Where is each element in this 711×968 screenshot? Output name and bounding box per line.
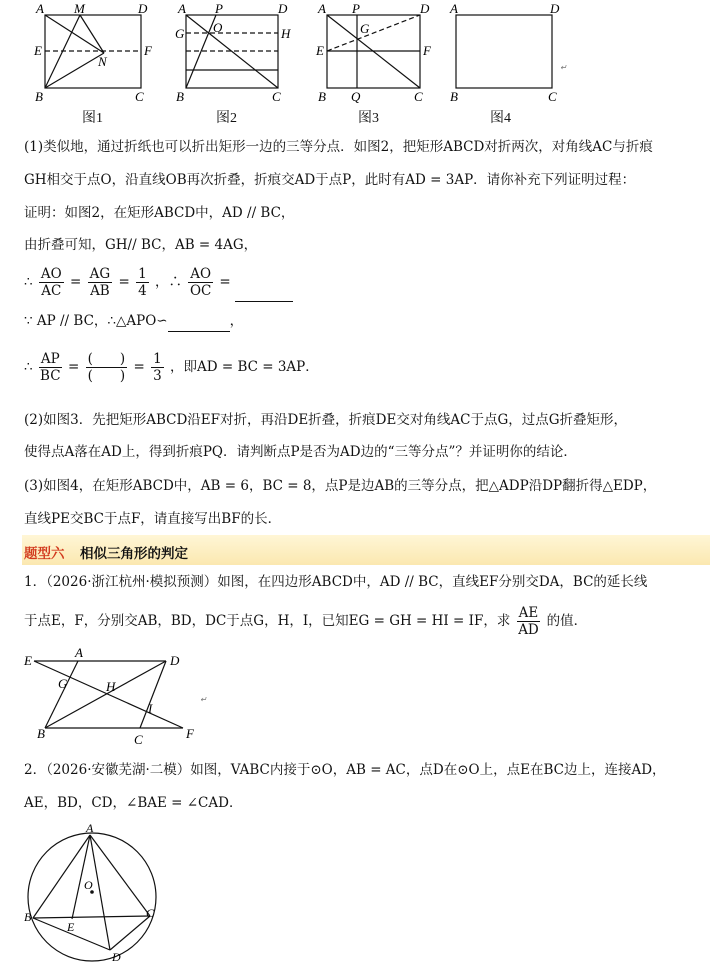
p1-label-H: H	[106, 679, 116, 694]
fig1-label-C: C	[135, 89, 144, 104]
frac-one-three: $\frac{1}{3}$	[153, 351, 162, 384]
section-banner	[22, 535, 710, 565]
answer-blank-1[interactable]	[235, 263, 293, 302]
q1-line6: ∵ AP // BC，∴△APO∽ ，	[24, 311, 243, 332]
fig2-label-H: H	[281, 26, 291, 41]
frac-ao-ac: $\frac{AO}{AC}$	[40, 266, 62, 299]
fig2-label-D: D	[278, 1, 288, 16]
q1-fraction-line2: ∴ $\frac{AP}{BC}$ = $\frac{( )}{( )}$ = $\frac{1}{3}$ ，即AD = BC = 3AP．	[24, 351, 319, 384]
fig1-label-N: N	[98, 54, 107, 69]
p1-label-D: D	[170, 653, 180, 668]
fig2-label-A: A	[178, 1, 186, 16]
fig1-label-D: D	[138, 1, 148, 16]
p1-line1: 1．（2026·浙江杭州·模拟预测）如图，在四边形ABCD中，AD // BC，直线EF分别交DA，BC的延长线	[24, 574, 648, 590]
fig4-label-A: A	[450, 1, 458, 16]
q2-line2: 使得点A落在AD上，得到折痕PQ．请判断点P是否为AD边的“三等分点”？并证明你的结论．	[24, 444, 577, 460]
frac-ae-ad: $\frac{AE}{AD}$	[518, 605, 539, 638]
fig2-label-P: P	[215, 1, 223, 16]
p1-label-F: F	[186, 726, 194, 741]
p1-figure	[0, 640, 240, 750]
fig2-caption: 图2	[216, 111, 237, 126]
fig1-label-E: E	[34, 43, 42, 58]
q1-line2: GH相交于点O，沿直线OB再次折叠，折痕交AD于点P，此时有AD = 3AP．请你补充下列证明过程：	[24, 172, 636, 188]
fig3-label-Q: Q	[351, 89, 361, 104]
p1-label-C: C	[134, 732, 143, 747]
fig3-label-P: P	[352, 1, 360, 16]
fig1-label-F: F	[144, 43, 152, 58]
fig3-label-E: E	[316, 43, 324, 58]
q3-line2: 直线PE交BC于点F，请直接写出BF的长．	[24, 511, 282, 527]
frac-ag-ab: $\frac{AG}{AB}$	[89, 266, 111, 299]
fig3-caption: 图3	[358, 111, 379, 126]
p2-label-A: A	[86, 821, 94, 835]
frac-ao-oc: $\frac{AO}{OC}$	[189, 266, 212, 299]
p2-label-C: C	[146, 906, 155, 920]
fig3-label-A: A	[318, 1, 326, 16]
frac-parens[interactable]: $\frac{( )}{( )}$	[87, 351, 126, 384]
section-prefix: 题型六	[24, 546, 65, 562]
figures-row	[0, 0, 711, 128]
fig1-label-M: M	[74, 1, 85, 16]
p2-label-B: B	[24, 910, 32, 924]
frac-one-four: $\frac{1}{4}$	[138, 266, 147, 299]
fig3-label-G: G	[360, 21, 370, 36]
p2-label-D: D	[112, 950, 121, 964]
q2-line1: (2)如图3．先把矩形ABCD沿EF对折，再沿DE折叠，折痕DE交对角线AC于点G，过点G折叠矩形，	[24, 412, 628, 428]
p2-label-O: O	[84, 878, 93, 892]
fig4-label-C: C	[548, 89, 557, 104]
fig1-label-B: B	[35, 89, 43, 104]
fig4-label-D: D	[550, 1, 560, 16]
fig3-label-D: D	[420, 1, 430, 16]
fig1-label-A: A	[36, 1, 44, 16]
fig4-label-B: B	[450, 89, 458, 104]
frac-ap-bc: $\frac{AP}{BC}$	[40, 351, 61, 384]
fig2-label-O: O	[213, 20, 223, 35]
q3-line1: (3)如图4，在矩形ABCD中，AB = 6，BC = 8，点P是边AB的三等分点，把△ADP沿DP翻折得△EDP，	[24, 478, 657, 494]
answer-blank-2[interactable]	[168, 311, 230, 332]
p1-label-E: E	[24, 653, 32, 668]
section-title: 相似三角形的判定	[80, 546, 188, 562]
fig4-caption: 图4	[490, 111, 511, 126]
fig2-label-G: G	[175, 26, 185, 41]
p2-line1: 2．（2026·安徽芜湖·二模）如图，VABC内接于⊙O，AB = AC，点D在⊙O上，点E在BC边上，连接AD，	[24, 762, 666, 778]
p1-label-A: A	[75, 645, 83, 660]
p1-label-G: G	[58, 676, 68, 691]
p2-figure	[0, 820, 200, 968]
fig2-label-C: C	[272, 89, 281, 104]
fig1-caption: 图1	[82, 111, 103, 126]
fig3-label-B: B	[318, 89, 326, 104]
p2-label-E: E	[67, 920, 75, 934]
q1-fraction-line1: ∴ $\frac{AO}{AC}$ = $\frac{AG}{AB}$ = $\frac{1}{4}$ ，∴ $\frac{AO}{OC}$ =	[24, 263, 293, 302]
q1-line4: 由折叠可知，GH// BC，AB = 4AG，	[24, 237, 258, 253]
p2-line2: AE，BD，CD，∠BAE = ∠CAD．	[24, 795, 243, 811]
fig4-rect	[456, 15, 552, 88]
p1-label-B: B	[37, 726, 45, 741]
p1-label-I: I	[148, 701, 153, 716]
p1-line2: 于点E，F，分别交AB，BD，DC于点G，H，I，已知EG = GH = HI = IF，求 $\frac{AE}{AD}$ 的值．	[24, 605, 588, 638]
q1-line1: (1)类似地，通过折纸也可以折出矩形一边的三等分点．如图2，把矩形ABCD对折两次，对角线AC与折痕	[24, 139, 653, 155]
fig3-label-C: C	[414, 89, 423, 104]
p1-para-mark: ↵	[200, 695, 207, 704]
fig4-para-mark: ↵	[560, 63, 567, 72]
fig2-label-B: B	[176, 89, 184, 104]
fig3-label-F: F	[423, 43, 431, 58]
q1-line3: 证明：如图2，在矩形ABCD中，AD // BC，	[24, 205, 295, 221]
